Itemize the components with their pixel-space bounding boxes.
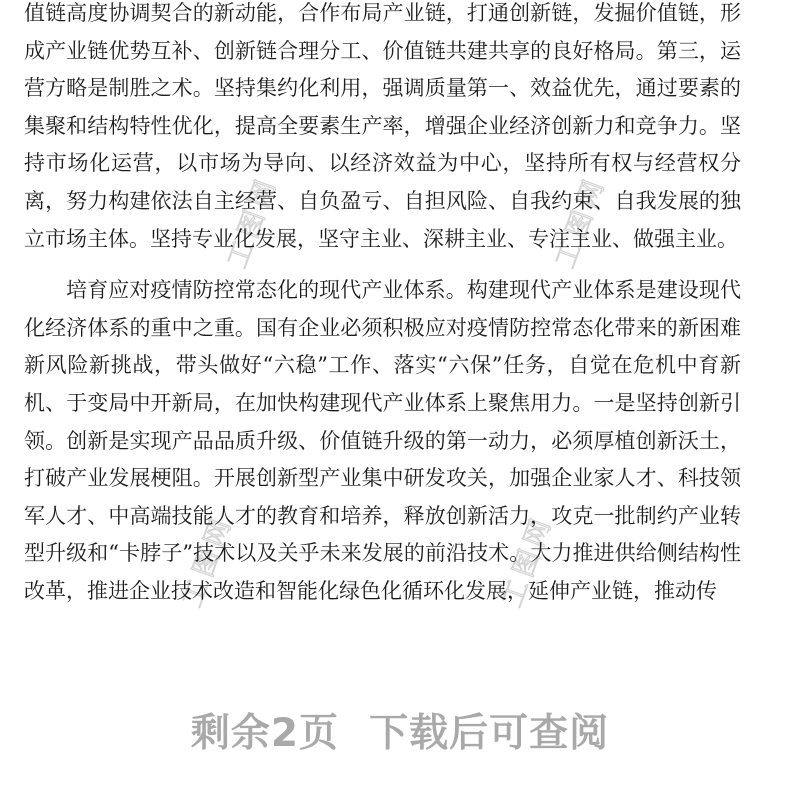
paragraph-continuation: 值链高度协调契合的新动能，合作布局产业链，打通创新链，发掘价值链，形成产业链优势互补、创新链合理分工、价值链共建共享的良好格局。第三，运营方略是制胜之术。坚持集约化利用，强调质量第一、效益优先，通过要素的集聚和结构特性优化，提高全要素生产率，增强企业经济创新力和竞争力。坚持市场化运营，以市场为导向、以经济效益为中心，坚持所有权与经营权分离，努力构建依法自主经营、自负盈亏、自担风险、自我约束、自我发展的独立市场主体。坚持专业化发展，坚守主业、深耕主业、专注主业、做强主业。 xyxy=(24,1,741,251)
watermark-text: 工图网 xyxy=(221,171,284,273)
paragraph-industry-system: 培育应对疫情防控常态化的现代产业体系。构建现代产业体系是建设现代化经济体系的重中之重。国有企业必须积极应对疫情防控常态化带来的新困难新风险新挑战，带头做好“六稳”工作、落实“六保”任务，自觉在危机中育新机、于变局中开新局，在加快构建现代产业体系上聚焦用力。一是坚持创新引领。创新是实现产品品质升级、价值链升级的第一动力，必须厚植创新沃土，打破产业发展梗阻。开展创新型产业集中研发攻关，加强企业家人才、科技领军人才、中高端技能人才的教育和培养，释放创新活力，攻克一批制约产业转型升级和“卡脖子”技术以及关乎未来发展的前沿技术。大力推进供给侧结构性改革，推进企业技术改造和智能化绿色化循环化发展，延伸产业链，推动传 xyxy=(24,278,741,603)
watermark-text: 工图网 xyxy=(496,510,559,612)
watermark-text: 工图网 xyxy=(549,171,612,273)
download-hint-label: 下载后可查阅 xyxy=(369,711,610,756)
watermark-text: 工图网 xyxy=(176,510,239,612)
preview-footer xyxy=(0,702,800,758)
pages-remaining-label: 剩余2页 xyxy=(190,711,340,756)
document-body xyxy=(24,0,741,611)
